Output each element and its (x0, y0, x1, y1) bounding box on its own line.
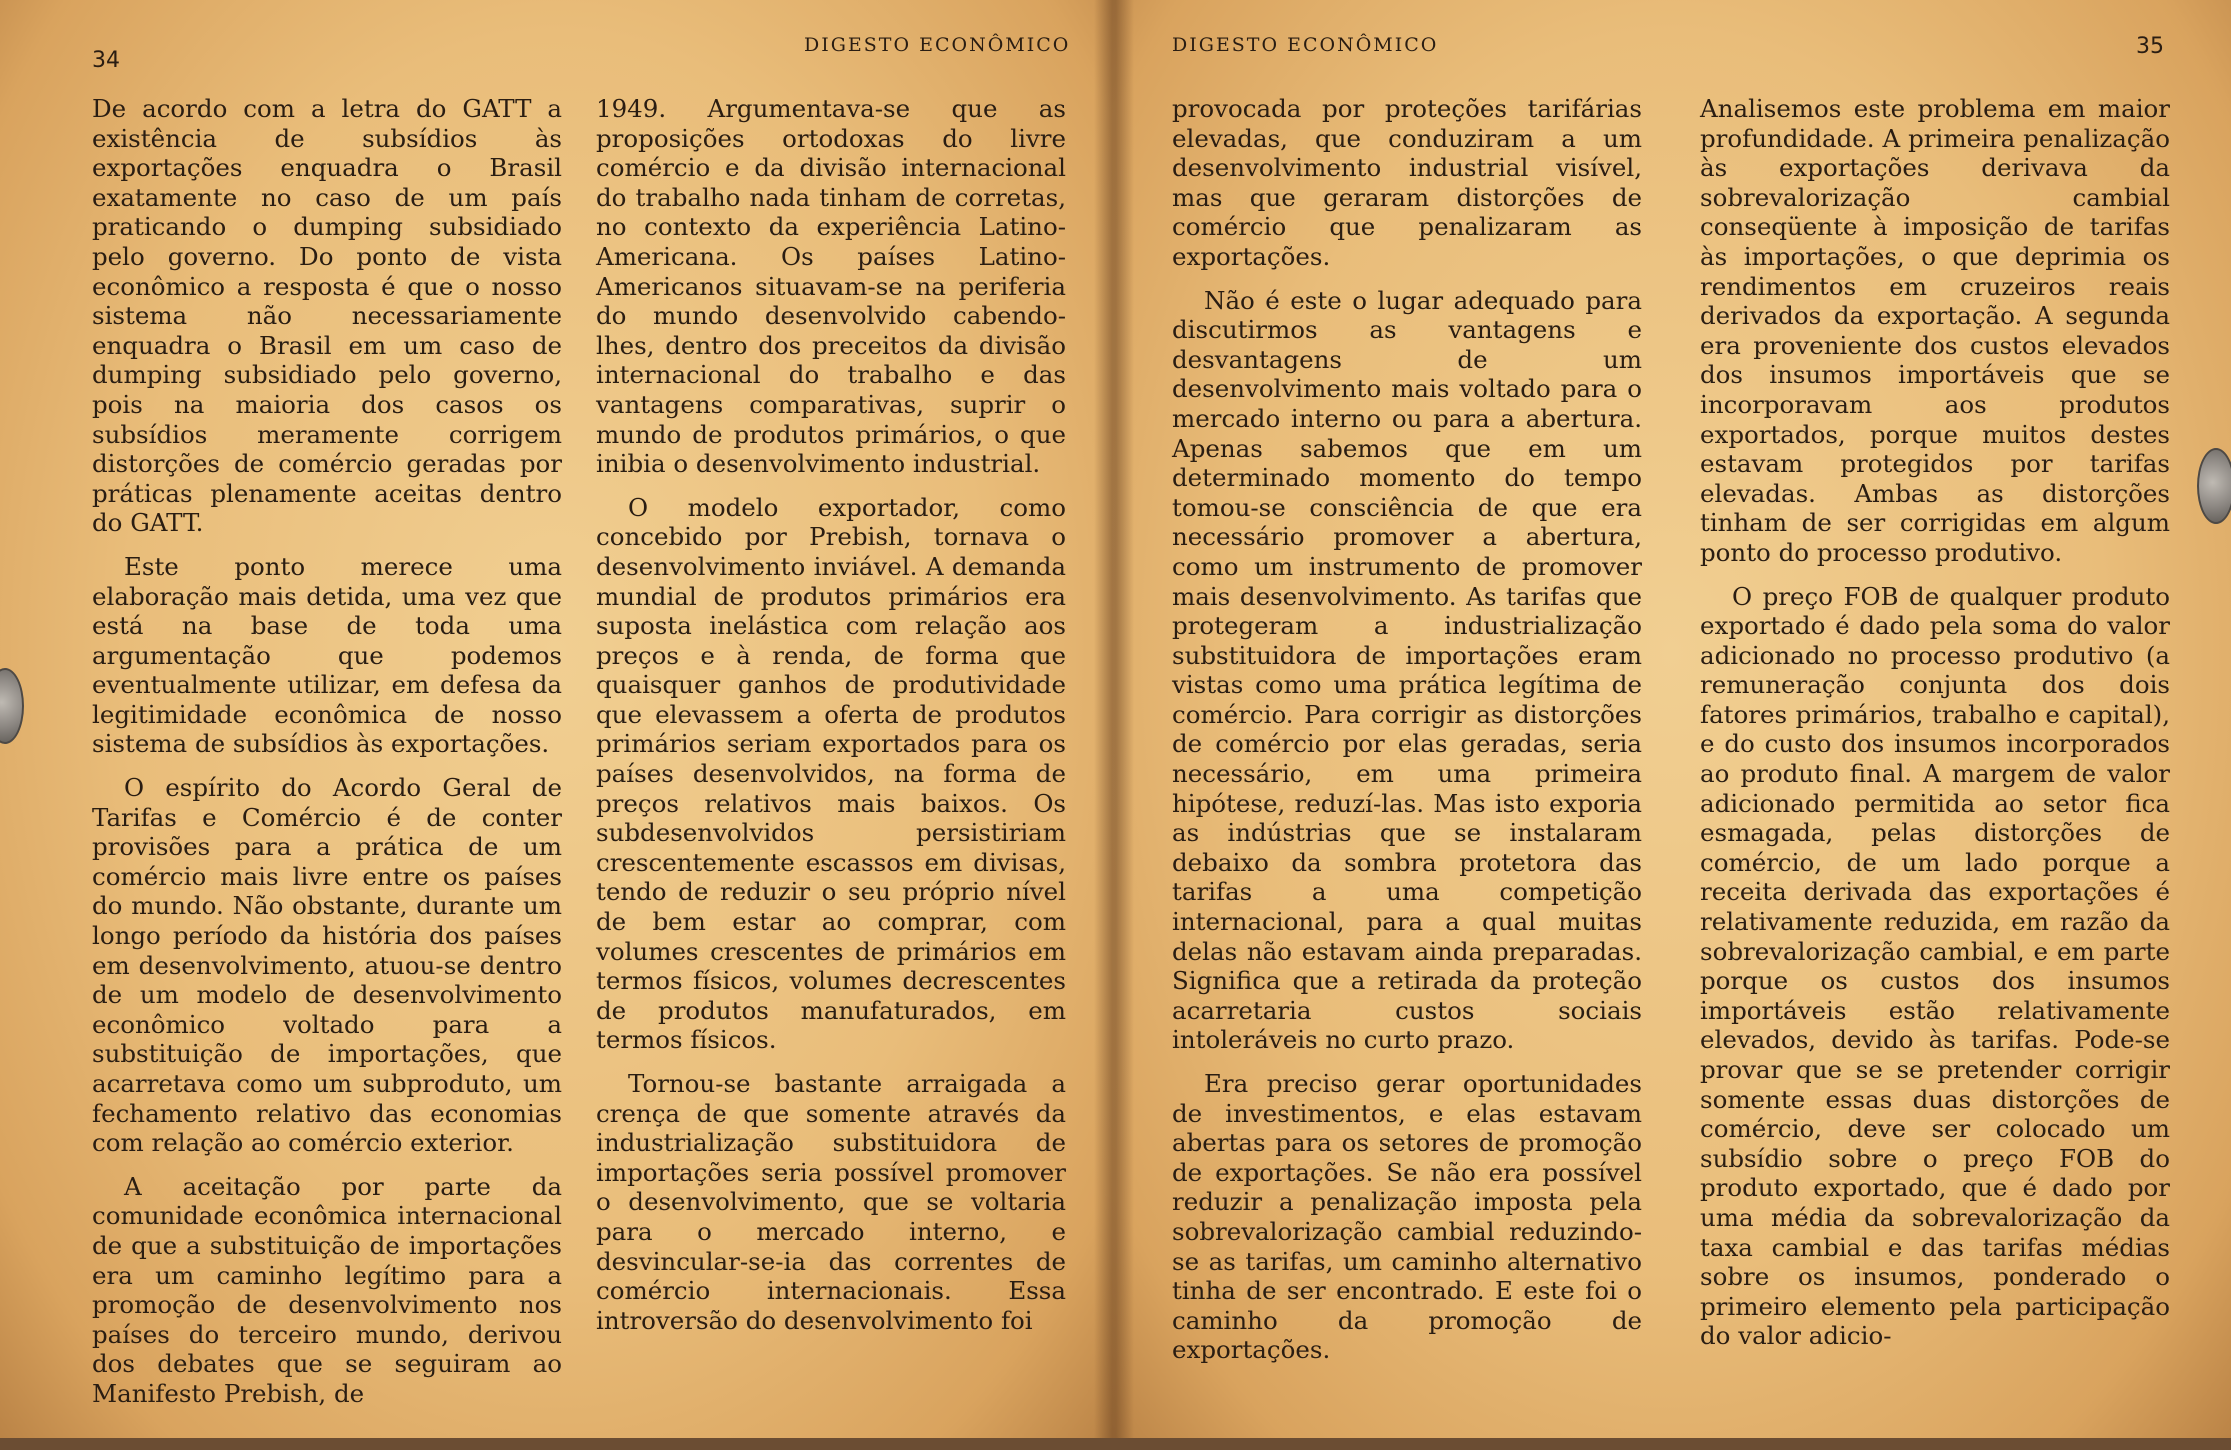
page-number-right: 35 (2136, 34, 2164, 59)
paragraph: O espírito do Acordo Geral de Tarifas e Comércio é de conter provisões para a prática de um comércio mais livre entre os países do mundo. Não obstante, durante um longo período da história dos países em desenvolvimento, atuou-se dentro de um modelo de desenvolvimento econômico voltado para a substituição de importações, que acarretava como um subproduto, um fechamento relativo das economias com relação ao comércio exterior. (92, 773, 562, 1158)
paragraph: Era preciso gerar oportunidades de investimentos, e elas estavam abertas para os setores de promoção de exportações. Se não era possível reduzir a penalização imposta pela sobrevalorização cambial reduzindo-se as tarifas, um caminho alternativo tinha de ser encontrado. E este foi o caminho da promoção de exportações. (1172, 1069, 1642, 1365)
paragraph: Analisemos este problema em maior profundidade. A primeira penalização às exportações derivava da sobrevalorização cambial conseqüente à imposição de tarifas às importações, o que deprimia os rendimentos em cruzeiros reais derivados da exportação. A segunda era proveniente dos custos elevados dos insumos importáveis que se incorporavam aos produtos exportados, porque muitos destes estavam protegidos por tarifas elevadas. Ambas as distorções tinham de ser corrigidas em algum ponto do processo produtivo. (1700, 94, 2170, 567)
right-page-column-1 (1172, 94, 1642, 1379)
paragraph: Tornou-se bastante arraigada a crença de que somente através da industrialização substituidora de importações seria possível promover o desenvolvimento, que se voltaria para o mercado interno, e desvincular-se-ia das correntes de comércio internacionais. Essa introversão do desenvolvimento foi (596, 1069, 1066, 1335)
left-page (0, 0, 1112, 1450)
binding-hole (0, 668, 24, 744)
paragraph: De acordo com a letra do GATT a existência de subsídios às exportações enquadra o Brasil exatamente no caso de um país praticando o dumping subsidiado pelo governo. Do ponto de vista econômico a resposta é que o nosso sistema não necessariamente enquadra o Brasil em um caso de dumping subsidiado pelo governo, pois na maioria dos casos os subsídios meramente corrigem distorções de comércio geradas por práticas plenamente aceitas dentro do GATT. (92, 94, 562, 538)
left-page-column-2 (596, 94, 1066, 1349)
running-header-right: DIGESTO ECONÔMICO (1172, 34, 1439, 56)
left-page-column-1 (92, 94, 562, 1423)
paragraph: Não é este o lugar adequado para discutirmos as vantagens e desvantagens de um desenvolvimento mais voltado para o mercado interno ou para a abertura. Apenas sabemos que em um determinado momento do tempo tomou-se consciência de que era necessário promover a abertura, como um instrumento de promover mais desenvolvimento. As tarifas que protegeram a industrialização substituidora de importações eram vistas como uma prática legítima de comércio. Para corrigir as distorções de comércio por elas geradas, seria necessário, em uma primeira hipótese, reduzí-las. Mas isto exporia as indústrias que se instalaram debaixo da sombra protetora das tarifas a uma competição internacional, para a qual muitas delas não estavam ainda preparadas. Significa que a retirada da proteção acarretaria custos sociais intoleráveis no curto prazo. (1172, 285, 1642, 1055)
paragraph: O modelo exportador, como concebido por Prebish, tornava o desenvolvimento inviável. A demanda mundial de produtos primários era suposta inelástica com relação aos preços e à renda, de forma que quaisquer ganhos de produtividade que elevassem a oferta de produtos primários seriam exportados para os países desenvolvidos, na forma de preços relativos mais baixos. Os subdesenvolvidos persistiriam crescentemente escassos em divisas, tendo de reduzir o seu próprio nível de bem estar ao comprar, com volumes crescentes de primários em termos físicos, volumes decrescentes de produtos manufaturados, em termos físicos. (596, 492, 1066, 1055)
paragraph: O preço FOB de qualquer produto exportado é dado pela soma do valor adicionado no processo produtivo (a remuneração conjunta dos dois fatores primários, trabalho e capital), e do custo dos insumos incorporados ao produto final. A margem de valor adicionado permitida ao setor fica esmagada, pelas distorções de comércio, de um lado porque a receita derivada das exportações é relativamente reduzida, em razão da sobrevalorização cambial, e em parte porque os custos dos insumos importáveis estão relativamente elevados, devido às tarifas. Pode-se provar que se se pretender corrigir somente essas duas distorções de comércio, deve ser colocado um subsídio sobre o preço FOB do produto exportado, que é dado por uma média da sobrevalorização da taxa cambial e das tarifas médias sobre os insumos, ponderado o primeiro elemento pela participação do valor adicio- (1700, 581, 2170, 1351)
paragraph: A aceitação por parte da comunidade econômica internacional de que a substituição de importações era um caminho legítimo para a promoção de desenvolvimento nos países do terceiro mundo, derivou dos debates que se seguiram ao Manifesto Prebish, de (92, 1171, 562, 1408)
right-page-column-2 (1700, 94, 2170, 1365)
page-number-left: 34 (92, 48, 120, 73)
right-page (1112, 0, 2231, 1450)
paragraph: provocada por proteções tarifárias elevadas, que conduziram a um desenvolvimento industrial visível, mas que geraram distorções de comércio que penalizaram as exportações. (1172, 94, 1642, 271)
binding-hole (2197, 448, 2231, 524)
running-header-left: DIGESTO ECONÔMICO (804, 34, 1071, 56)
paragraph: 1949. Argumentava-se que as proposições ortodoxas do livre comércio e da divisão internacional do trabalho nada tinham de corretas, no contexto da experiência Latino-Americana. Os países Latino-Americanos situavam-se na periferia do mundo desenvolvido cabendo-lhes, dentro dos preceitos da divisão internacional do trabalho e das vantagens comparativas, suprir o mundo de produtos primários, o que inibia o desenvolvimento industrial. (596, 94, 1066, 479)
page-bottom-edge (0, 1438, 2231, 1450)
paragraph: Este ponto merece uma elaboração mais detida, uma vez que está na base de toda uma argumentação que podemos eventualmente utilizar, em defesa da legitimidade econômica de nosso sistema de subsídios às exportações. (92, 551, 562, 759)
book-spine (1094, 0, 1134, 1450)
